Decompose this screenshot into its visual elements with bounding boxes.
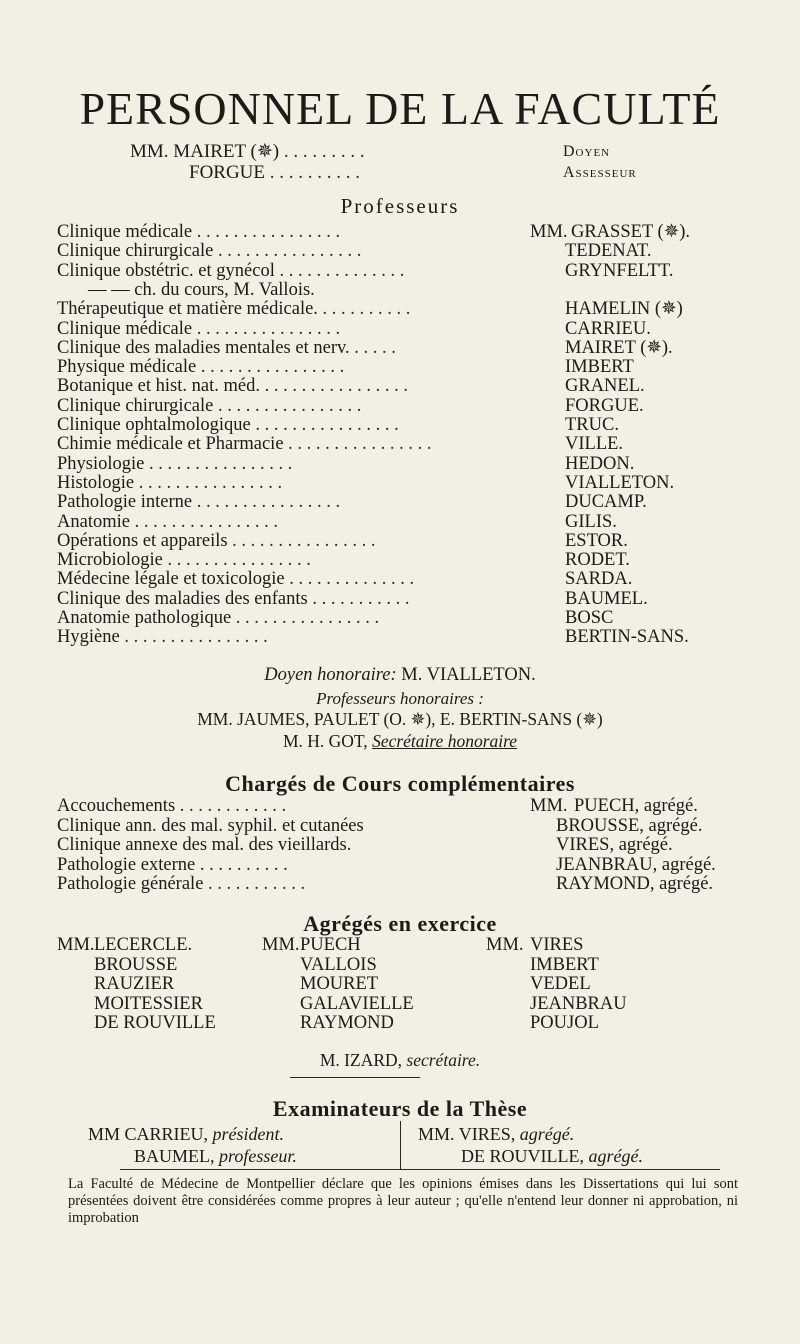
doyen-honoraire <box>0 666 800 685</box>
chair-label: Clinique médicale <box>57 319 193 339</box>
chair-label: Anatomie pathologique <box>57 608 232 628</box>
charge-name: BROUSSE, agrégé. <box>556 816 703 836</box>
chair-label: Clinique médicale <box>57 222 193 242</box>
chair-label: Clinique des maladies mentales et nerv. <box>57 338 350 358</box>
course-label-row: Accouchements . . . . . . . . . . . . <box>57 796 287 816</box>
person-name: CARRIEU, <box>124 1124 209 1144</box>
professeur-name: RODET. <box>565 550 630 570</box>
course-label-row <box>57 817 364 836</box>
professeur-name: BAUMEL. <box>565 589 648 609</box>
course-label: Clinique annexe des mal. des vieillards. <box>57 835 352 855</box>
charge-name: VIRES, agrégé. <box>556 835 673 855</box>
mm-label: MM <box>88 1124 121 1144</box>
chair-label: Clinique chirurgicale <box>57 396 214 416</box>
professeur-name: IMBERT <box>565 357 634 377</box>
section-agreges-heading: Agrégés en exercice <box>303 911 497 936</box>
professeur-chair: Pathologie interne . . . . . . . . . . . . . . . . <box>57 492 341 512</box>
mm-label: MM. <box>57 935 95 955</box>
divider <box>290 1077 420 1078</box>
column-divider <box>400 1121 401 1169</box>
person-role: agrégé. <box>519 1124 575 1144</box>
professeur-name: GRYNFELTT. <box>565 261 674 281</box>
chair-label: Thérapeutique et matière médicale. <box>57 299 318 319</box>
agrege-name: VIRES <box>530 935 584 955</box>
chair-label: Clinique ophtalmologique <box>57 415 251 435</box>
professeur-chair: Opérations et appareils . . . . . . . . . . . . . . . . <box>57 531 376 551</box>
charge-name: PUECH, agrégé. <box>574 796 698 816</box>
person-name: FORGUE <box>189 162 266 183</box>
section-examinateurs-heading: Examinateurs de la Thèse <box>272 1096 528 1121</box>
agrege-name: RAYMOND <box>300 1013 394 1033</box>
professeur-chair: Hygiène . . . . . . . . . . . . . . . . <box>57 627 268 647</box>
professeur-name: GILIS. <box>565 512 617 532</box>
course-label: Accouchements <box>57 796 176 816</box>
professeur-chair: Histologie . . . . . . . . . . . . . . . . <box>57 473 283 493</box>
course-label: Pathologie externe <box>57 855 196 875</box>
professeur-name: SARDA. <box>565 569 633 589</box>
professeur-name: CARRIEU. <box>565 319 651 339</box>
agrege-name: BROUSSE <box>94 955 178 975</box>
professeurs-honoraires-names: MM. JAUMES, PAULET (O. ✵), E. BERTIN-SANS (✵) <box>197 709 603 729</box>
mm-label: MM. <box>486 935 524 955</box>
secretary-name: M. IZARD, <box>319 1050 403 1070</box>
professeur-name: DUCAMP. <box>565 492 647 512</box>
examinateur <box>134 1147 297 1165</box>
professeur-name: VIALLETON. <box>565 473 675 493</box>
professeur-chair: Physiologie . . . . . . . . . . . . . . . . <box>57 454 293 474</box>
divider <box>120 1169 720 1170</box>
agrege-name: POUJOL <box>530 1013 599 1033</box>
examinateur <box>418 1125 574 1143</box>
examinateur <box>88 1125 284 1143</box>
agrege-name: RAUZIER <box>94 974 175 994</box>
course-label: Clinique ann. des mal. syphil. et cutanées <box>57 816 364 836</box>
charge-name: RAYMOND, agrégé. <box>556 874 714 894</box>
professeur-chair: Clinique chirurgicale . . . . . . . . . . . . . . . . <box>57 241 362 261</box>
doyen-honoraire-name: M. VIALLETON. <box>401 665 536 685</box>
professeur-name: GRASSET (✵). <box>571 222 690 242</box>
agrege-name: LECERCLE. <box>94 935 193 955</box>
chair-label: Pathologie interne <box>57 492 193 512</box>
agrege-name: VALLOIS <box>300 955 377 975</box>
doyen-honoraire-label: Doyen honoraire: <box>264 665 397 685</box>
professeur-chair: Clinique chirurgicale . . . . . . . . . . . . . . . . <box>57 396 362 416</box>
person-role: professeur. <box>219 1146 297 1166</box>
mm-label: MM. <box>418 1124 455 1144</box>
chair-label: Opérations et appareils <box>57 531 228 551</box>
agrege-name: MOITESSIER <box>94 994 203 1014</box>
professeur-name: GRANEL. <box>565 376 645 396</box>
professeur-chair: Clinique obstétric. et gynécol . . . . . . . . . . . . . . <box>57 261 405 281</box>
chair-label: Clinique obstétric. et gynécol <box>57 261 275 281</box>
chair-label: Hygiène <box>57 627 120 647</box>
course-label: Pathologie générale <box>57 874 204 894</box>
mm-label: MM. <box>530 796 568 816</box>
agrege-name: MOURET <box>300 974 379 994</box>
mm-label: MM. <box>262 935 300 955</box>
professeur-chair: Clinique des maladies des enfants . . . . . . . . . . . <box>57 589 410 609</box>
agrege-name: JEANBRAU <box>530 994 627 1014</box>
mm-label: MM. <box>530 222 568 242</box>
role-assesseur: Assesseur <box>563 164 637 181</box>
chair-label: Médecine légale et toxicologie <box>57 569 285 589</box>
person-role: président. <box>212 1124 285 1144</box>
secretaire-honoraire <box>0 733 800 751</box>
professeur-name: HAMELIN (✵) <box>565 299 683 319</box>
course-label-row: Pathologie externe . . . . . . . . . . <box>57 855 288 875</box>
professeur-chair: Clinique médicale . . . . . . . . . . . . . . . . <box>57 319 341 339</box>
professeur-chair: Clinique des maladies mentales et nerv. . . . . . <box>57 338 396 358</box>
chair-label: — — ch. du cours, M. Vallois. <box>88 280 315 300</box>
section-professeurs-heading: Professeurs <box>340 194 460 218</box>
agrege-name: PUECH <box>300 935 361 955</box>
role-doyen: Doyen <box>563 143 611 160</box>
professeur-name: BOSC <box>565 608 614 628</box>
person-name: VIRES, <box>458 1124 516 1144</box>
professeur-chair: Anatomie pathologique . . . . . . . . . . . . . . . . <box>57 608 380 628</box>
agreges-secretary <box>0 1052 800 1070</box>
professeur-name: BERTIN-SANS. <box>565 627 689 647</box>
professeur-chair: Physique médicale . . . . . . . . . . . . . . . . <box>57 357 345 377</box>
person-name: DE ROUVILLE, <box>461 1146 584 1166</box>
secretary-label: Secrétaire honoraire <box>372 731 518 751</box>
leadership-row: FORGUE . . . . . . . . . . <box>189 162 361 183</box>
professeur-chair: Clinique médicale . . . . . . . . . . . . . . . . <box>57 222 341 242</box>
course-label-row <box>57 836 351 855</box>
agrege-name: DE ROUVILLE <box>94 1013 216 1033</box>
professeur-chair: Médecine légale et toxicologie . . . . . . . . . . . . . . <box>57 569 415 589</box>
chair-label: Botanique et hist. nat. méd. <box>57 376 260 396</box>
chair-label: Chimie médicale et Pharmacie <box>57 434 284 454</box>
professeur-name: FORGUE. <box>565 396 644 416</box>
mm-label: MM. <box>130 141 169 162</box>
professeur-chair: Chimie médicale et Pharmacie . . . . . . . . . . . . . . . . <box>57 434 432 454</box>
chair-label: Clinique chirurgicale <box>57 241 214 261</box>
chair-label: Physiologie <box>57 454 145 474</box>
professeur-name: MAIRET (✵). <box>565 338 673 358</box>
professeur-name: ESTOR. <box>565 531 628 551</box>
professeur-name: TEDENAT. <box>565 241 652 261</box>
examinateur <box>461 1147 643 1165</box>
professeur-chair: Thérapeutique et matière médicale. . . . . . . . . . . <box>57 299 411 319</box>
professeurs-honoraires-label: Professeurs honoraires : <box>316 689 484 708</box>
professeur-chair: Botanique et hist. nat. méd. . . . . . . . . . . . . . . . . <box>57 376 408 396</box>
agrege-name: GALAVIELLE <box>300 994 414 1014</box>
professeur-name: VILLE. <box>565 434 624 454</box>
person-name: BAUMEL, <box>134 1146 215 1166</box>
professeur-name: HEDON. <box>565 454 635 474</box>
chair-label: Histologie <box>57 473 135 493</box>
professeur-chair: Anatomie . . . . . . . . . . . . . . . . <box>57 512 278 532</box>
chair-label: Anatomie <box>57 512 130 532</box>
agrege-name: IMBERT <box>530 955 599 975</box>
leadership-row: MM. MAIRET (✵) . . . . . . . . . <box>130 141 365 162</box>
person-role: agrégé. <box>588 1146 643 1166</box>
charge-name: JEANBRAU, agrégé. <box>556 855 716 875</box>
disclaimer-note: La Faculté de Médecine de Montpellier déclare que les opinions émises dans les Dissertations qui lui sont présentées doivent être considérées comme propres à leur auteur ; qu'elle n'entend leur donner ni approbation, ni improbation <box>68 1176 738 1226</box>
person-name: MAIRET (✵) <box>173 141 280 162</box>
professeur-chair: Microbiologie . . . . . . . . . . . . . . . . <box>57 550 311 570</box>
section-charges-heading: Chargés de Cours complémentaires <box>225 771 575 796</box>
professeur-chair: Clinique ophtalmologique . . . . . . . . . . . . . . . . <box>57 415 399 435</box>
secretary-label: secrétaire. <box>406 1050 481 1070</box>
professeur-name: TRUC. <box>565 415 619 435</box>
professeur-chair <box>88 281 315 300</box>
chair-label: Microbiologie <box>57 550 163 570</box>
agrege-name: VEDEL <box>530 974 591 994</box>
chair-label: Physique médicale <box>57 357 197 377</box>
course-label-row: Pathologie générale . . . . . . . . . . . <box>57 874 306 894</box>
secretary-name: M. H. GOT, <box>282 731 368 751</box>
chair-label: Clinique des maladies des enfants <box>57 589 308 609</box>
page-title: PERSONNEL DE LA FACULTÉ <box>79 83 721 134</box>
